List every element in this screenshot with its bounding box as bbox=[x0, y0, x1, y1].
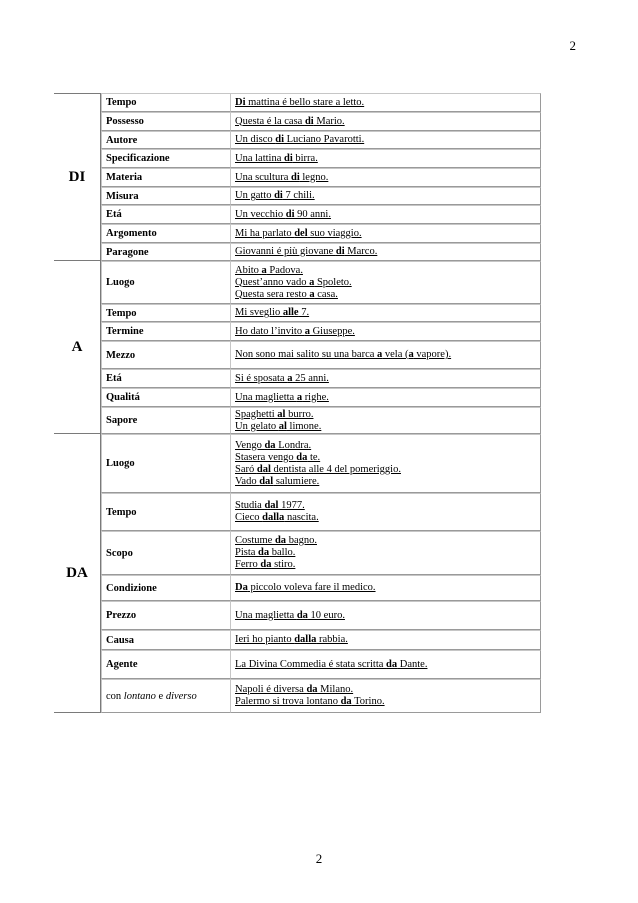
example-sentence bbox=[235, 500, 536, 512]
example-sentence bbox=[235, 696, 536, 708]
sentence-text: Un disco bbox=[235, 134, 276, 145]
table-row bbox=[54, 224, 541, 243]
usage-label-part: lontano bbox=[123, 690, 156, 702]
example-sentence bbox=[235, 289, 536, 301]
preposition-highlight: dal bbox=[259, 475, 274, 487]
preposition-highlight: Di bbox=[235, 96, 246, 108]
sentence-text: 1977. bbox=[278, 500, 305, 511]
table-row bbox=[54, 601, 541, 630]
example-cell bbox=[231, 261, 541, 304]
sentence-text: Studia bbox=[235, 500, 265, 511]
preposition-highlight: dal bbox=[264, 500, 279, 511]
sentence-text: rabbia. bbox=[316, 634, 348, 645]
preposition-cell: A bbox=[54, 261, 101, 434]
sentence-text: Napoli é diversa bbox=[235, 684, 307, 695]
usage-label: Possesso bbox=[101, 112, 231, 131]
table-row bbox=[54, 369, 541, 388]
sentence-text: Mario. bbox=[313, 115, 345, 127]
example-cell bbox=[231, 531, 541, 575]
sentence-text: Luciano Pavarotti. bbox=[284, 134, 365, 145]
example-cell bbox=[231, 601, 541, 630]
usage-label: Agente bbox=[101, 650, 231, 679]
page-number-top: 2 bbox=[569, 38, 576, 53]
sentence-text: suo viaggio. bbox=[307, 227, 362, 239]
usage-label: Scopo bbox=[101, 531, 231, 575]
sentence-text: Pista bbox=[235, 547, 259, 558]
table-row bbox=[54, 168, 541, 187]
table-row bbox=[54, 322, 541, 341]
sentence-text: Costume bbox=[235, 535, 275, 546]
sentence-text: Padova. bbox=[266, 264, 303, 276]
usage-label: Autore bbox=[101, 131, 231, 149]
table-row bbox=[54, 407, 541, 434]
example-sentence bbox=[235, 409, 536, 421]
example-cell bbox=[231, 341, 541, 369]
example-sentence bbox=[235, 610, 536, 622]
sentence-text: 7. bbox=[298, 307, 310, 318]
example-sentence bbox=[235, 452, 536, 464]
table-row bbox=[54, 630, 541, 650]
preposition-highlight: del bbox=[294, 227, 308, 239]
sentence-text: vapore). bbox=[413, 349, 452, 360]
sentence-text: legno. bbox=[299, 171, 329, 183]
example-sentence bbox=[235, 116, 536, 128]
sentence-text: Dante. bbox=[397, 658, 428, 670]
preposition-highlight: al bbox=[277, 408, 286, 420]
usage-label: Luogo bbox=[101, 261, 231, 304]
preposition-highlight: di bbox=[285, 208, 295, 220]
sentence-text: nascita. bbox=[284, 512, 319, 523]
preposition-highlight: di bbox=[335, 246, 345, 257]
sentence-text: Vengo bbox=[235, 439, 265, 451]
sentence-text: Spoleto. bbox=[314, 276, 352, 288]
preposition-highlight: da bbox=[296, 609, 308, 621]
preposition-highlight: di bbox=[275, 134, 285, 145]
table-row bbox=[54, 205, 541, 224]
example-cell bbox=[231, 224, 541, 243]
sentence-text: Cieco bbox=[235, 512, 263, 523]
preposition-highlight: a bbox=[377, 349, 383, 360]
sentence-text: Mi ha parlato bbox=[235, 227, 295, 239]
usage-label-part: con bbox=[106, 690, 124, 702]
preposition-highlight: dal bbox=[256, 463, 271, 475]
sentence-text: Un gelato bbox=[235, 420, 279, 432]
sentence-text: casa. bbox=[314, 288, 338, 300]
example-sentence bbox=[235, 97, 536, 109]
preposition-highlight: di bbox=[274, 190, 283, 201]
sentence-text: Torino. bbox=[351, 696, 385, 707]
usage-label: Etá bbox=[101, 369, 231, 388]
example-sentence bbox=[235, 547, 536, 559]
table-row bbox=[54, 93, 541, 112]
sentence-text: Una lattina bbox=[235, 152, 284, 164]
sentence-text: dentista alle 4 del pomeriggio. bbox=[270, 463, 401, 475]
preposition-highlight: di bbox=[304, 115, 314, 127]
example-cell bbox=[231, 679, 541, 713]
sentence-text: limone. bbox=[286, 420, 322, 432]
example-sentence bbox=[235, 190, 536, 202]
sentence-text: Quest’anno vado bbox=[235, 276, 310, 288]
sentence-text: Un gatto bbox=[235, 190, 275, 201]
preposition-cell: DI bbox=[54, 93, 101, 261]
sentence-text: Milano. bbox=[317, 684, 354, 695]
usage-label-part: diverso bbox=[165, 690, 197, 702]
sentence-text: Una scultura bbox=[235, 171, 291, 183]
sentence-text: 10 euro. bbox=[307, 609, 345, 621]
example-sentence bbox=[235, 265, 536, 277]
sentence-text: Marco. bbox=[344, 246, 378, 257]
example-cell bbox=[231, 407, 541, 434]
preposition-highlight: Da bbox=[235, 582, 248, 593]
table-row bbox=[54, 341, 541, 369]
example-sentence bbox=[235, 277, 536, 289]
example-sentence bbox=[235, 659, 536, 671]
page-number-bottom: 2 bbox=[315, 851, 323, 866]
sentence-text: Giovanni é più giovane bbox=[235, 246, 336, 257]
sentence-text: stiro. bbox=[271, 559, 296, 570]
sentence-text: Stasera vengo bbox=[235, 451, 297, 463]
sentence-text: Ferro bbox=[235, 559, 261, 570]
preposition-highlight: alle bbox=[282, 307, 299, 318]
example-sentence bbox=[235, 512, 536, 524]
usage-label: Misura bbox=[101, 187, 231, 205]
example-sentence bbox=[235, 209, 536, 221]
usage-label: Sapore bbox=[101, 407, 231, 434]
example-cell bbox=[231, 205, 541, 224]
example-cell bbox=[231, 112, 541, 131]
preposition-highlight: da bbox=[274, 535, 287, 546]
example-sentence bbox=[235, 582, 536, 594]
example-sentence bbox=[235, 440, 536, 452]
sentence-text: Londra. bbox=[275, 439, 312, 451]
sentence-text: Non sono mai salito su una barca bbox=[235, 349, 378, 360]
sentence-text: Saró bbox=[235, 463, 257, 475]
preposition-highlight: a bbox=[309, 288, 315, 300]
example-cell bbox=[231, 243, 541, 261]
preposition-highlight: a bbox=[309, 276, 315, 288]
example-cell bbox=[231, 168, 541, 187]
example-cell bbox=[231, 187, 541, 205]
example-sentence bbox=[235, 559, 536, 571]
sentence-text: Abito bbox=[235, 264, 262, 276]
sentence-text: Mi sveglio bbox=[235, 307, 283, 318]
example-cell bbox=[231, 575, 541, 601]
example-sentence bbox=[235, 246, 536, 258]
example-sentence bbox=[235, 373, 536, 385]
usage-label: Causa bbox=[101, 630, 231, 650]
usage-label: Tempo bbox=[101, 304, 231, 322]
sentence-text: birra. bbox=[292, 152, 318, 164]
preposition-table bbox=[54, 93, 541, 713]
preposition-highlight: a bbox=[261, 264, 267, 276]
example-cell bbox=[231, 388, 541, 407]
sentence-text: Spaghetti bbox=[235, 408, 278, 420]
sentence-text: 90 anni. bbox=[294, 208, 331, 220]
example-cell bbox=[231, 369, 541, 388]
preposition-highlight: dalla bbox=[262, 512, 285, 523]
sentence-text: Si é sposata bbox=[235, 372, 288, 384]
preposition-cell: DA bbox=[54, 434, 101, 713]
example-sentence bbox=[235, 634, 536, 646]
sentence-text: Giuseppe. bbox=[309, 325, 355, 337]
usage-label: Tempo bbox=[101, 93, 231, 112]
table-row bbox=[54, 304, 541, 322]
usage-label bbox=[101, 679, 231, 713]
sentence-text: Vado bbox=[235, 475, 260, 487]
example-cell bbox=[231, 322, 541, 341]
example-sentence bbox=[235, 326, 536, 338]
table-row bbox=[54, 261, 541, 304]
usage-label: Argomento bbox=[101, 224, 231, 243]
sentence-text: burro. bbox=[285, 408, 314, 420]
preposition-highlight: da bbox=[296, 451, 308, 463]
sentence-text: Questa é la casa bbox=[235, 115, 305, 127]
table-row bbox=[54, 112, 541, 131]
preposition-highlight: a bbox=[408, 349, 414, 360]
example-sentence bbox=[235, 172, 536, 184]
sentence-text: Ho dato l’invito bbox=[235, 325, 305, 337]
preposition-highlight: al bbox=[278, 420, 287, 432]
usage-label: Materia bbox=[101, 168, 231, 187]
table-row bbox=[54, 531, 541, 575]
usage-label: Mezzo bbox=[101, 341, 231, 369]
example-sentence bbox=[235, 153, 536, 165]
example-sentence bbox=[235, 228, 536, 240]
example-sentence bbox=[235, 307, 536, 319]
sentence-text: piccolo voleva fare il medico. bbox=[247, 582, 376, 593]
table-row bbox=[54, 149, 541, 168]
example-sentence bbox=[235, 535, 536, 547]
table-row bbox=[54, 575, 541, 601]
sentence-text: Una maglietta bbox=[235, 391, 297, 403]
sentence-text: mattina é bello stare a letto. bbox=[245, 96, 365, 108]
usage-label: Termine bbox=[101, 322, 231, 341]
sentence-text: Un vecchio bbox=[235, 208, 286, 220]
sentence-text: 25 anni. bbox=[292, 372, 329, 384]
sentence-text: bagno. bbox=[286, 535, 317, 546]
table-row bbox=[54, 679, 541, 713]
usage-label: Tempo bbox=[101, 493, 231, 531]
table-row bbox=[54, 650, 541, 679]
usage-label: Luogo bbox=[101, 434, 231, 493]
table-row bbox=[54, 243, 541, 261]
preposition-highlight: a bbox=[304, 325, 310, 337]
preposition-highlight: da bbox=[260, 559, 272, 570]
example-cell bbox=[231, 131, 541, 149]
usage-label: Etá bbox=[101, 205, 231, 224]
example-cell bbox=[231, 149, 541, 168]
preposition-highlight: a bbox=[287, 372, 293, 384]
preposition-highlight: di bbox=[290, 171, 300, 183]
sentence-text: te. bbox=[307, 451, 321, 463]
table-row bbox=[54, 131, 541, 149]
preposition-highlight: da bbox=[306, 684, 318, 695]
sentence-text: salumiere. bbox=[273, 475, 320, 487]
example-cell bbox=[231, 304, 541, 322]
example-sentence bbox=[235, 421, 536, 433]
preposition-highlight: da bbox=[264, 439, 276, 451]
example-sentence bbox=[235, 684, 536, 696]
preposition-highlight: da bbox=[258, 547, 270, 558]
usage-label: Specificazione bbox=[101, 149, 231, 168]
usage-label: Condizione bbox=[101, 575, 231, 601]
example-sentence bbox=[235, 464, 536, 476]
sentence-text: Ieri ho pianto bbox=[235, 634, 295, 645]
example-cell bbox=[231, 650, 541, 679]
sentence-text: La Divina Commedia é stata scritta bbox=[235, 658, 387, 670]
table-row bbox=[54, 493, 541, 531]
example-sentence bbox=[235, 476, 536, 488]
preposition-highlight: dalla bbox=[294, 634, 317, 645]
table-row bbox=[54, 388, 541, 407]
preposition-highlight: da bbox=[340, 696, 352, 707]
example-sentence bbox=[235, 392, 536, 404]
sentence-text: vela ( bbox=[382, 349, 409, 360]
table-row bbox=[54, 434, 541, 493]
example-cell bbox=[231, 93, 541, 112]
sentence-text: Questa sera resto bbox=[235, 288, 310, 300]
usage-label: Prezzo bbox=[101, 601, 231, 630]
example-cell bbox=[231, 434, 541, 493]
example-cell bbox=[231, 493, 541, 531]
sentence-text: Palermo si trova lontano bbox=[235, 696, 341, 707]
sentence-text: righe. bbox=[302, 391, 329, 403]
usage-label: Qualitá bbox=[101, 388, 231, 407]
example-sentence bbox=[235, 349, 536, 361]
preposition-highlight: da bbox=[386, 658, 398, 670]
preposition-highlight: a bbox=[296, 391, 303, 403]
example-sentence bbox=[235, 134, 536, 146]
sentence-text: Una maglietta bbox=[235, 609, 297, 621]
sentence-text: 7 chili. bbox=[282, 190, 315, 201]
usage-label: Paragone bbox=[101, 243, 231, 261]
usage-label-part: e bbox=[155, 690, 166, 702]
preposition-highlight: di bbox=[283, 152, 293, 164]
example-cell bbox=[231, 630, 541, 650]
table-row bbox=[54, 187, 541, 205]
sentence-text: ballo. bbox=[269, 547, 296, 558]
